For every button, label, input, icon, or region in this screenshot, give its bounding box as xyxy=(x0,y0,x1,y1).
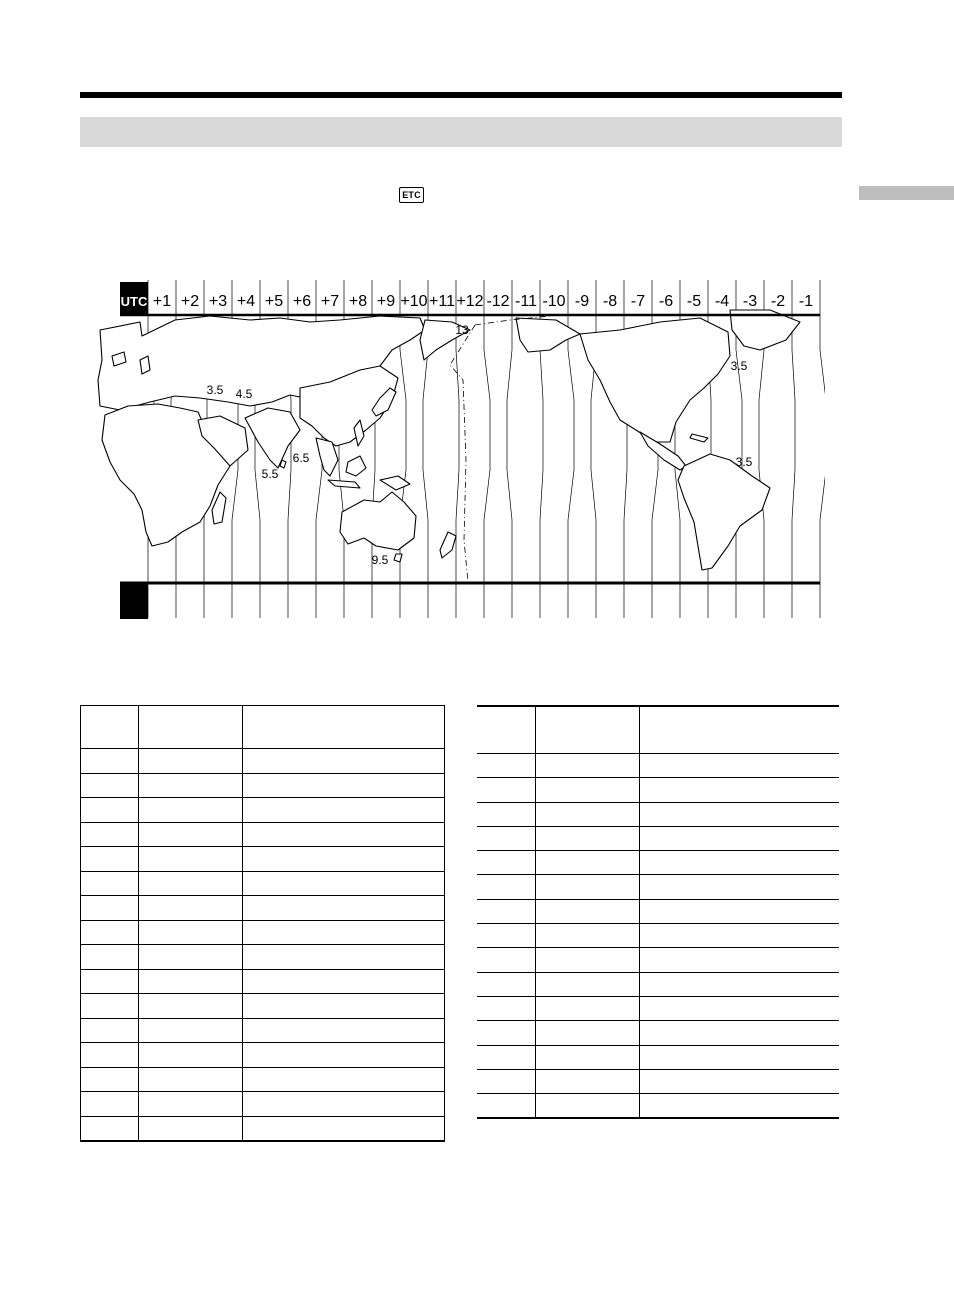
land-south-america xyxy=(678,454,770,570)
table-cell xyxy=(81,1116,139,1141)
table-cell xyxy=(639,851,839,875)
table-cell xyxy=(139,847,243,872)
table-row xyxy=(477,1045,839,1069)
zone-label: +3 xyxy=(208,293,228,310)
table-cell xyxy=(81,994,139,1019)
table-cell xyxy=(81,798,139,823)
land-uk xyxy=(140,356,150,374)
table-cell xyxy=(139,1067,243,1092)
table-row xyxy=(81,847,445,872)
zone-label: +7 xyxy=(320,293,340,310)
table-header-cell xyxy=(477,706,535,754)
zone-offset-annotation: 3.5 xyxy=(730,359,748,373)
table-cell xyxy=(477,826,535,850)
zone-label: +12 xyxy=(456,293,484,310)
table-cell xyxy=(639,754,839,778)
table-cell xyxy=(139,871,243,896)
table-cell xyxy=(535,948,639,972)
table-row xyxy=(477,875,839,899)
table-cell xyxy=(243,847,445,872)
table-cell xyxy=(81,871,139,896)
zone-offset-annotation: 4.5 xyxy=(235,387,253,401)
land-north-america xyxy=(580,318,730,442)
table-cell xyxy=(139,994,243,1019)
table-cell xyxy=(81,773,139,798)
table-cell xyxy=(243,1092,445,1117)
table-cell xyxy=(243,1067,445,1092)
table-cell xyxy=(535,1069,639,1093)
table-cell xyxy=(535,875,639,899)
table-cell xyxy=(81,1092,139,1117)
table-header-cell xyxy=(81,706,139,749)
table-cell xyxy=(477,1069,535,1093)
table-row xyxy=(81,1116,445,1141)
table-cell xyxy=(477,1045,535,1069)
zone-label: -11 xyxy=(515,293,537,310)
table-cell xyxy=(639,1069,839,1093)
zone-label: -3 xyxy=(742,293,758,310)
zone-boundary xyxy=(507,280,512,618)
land-tasmania xyxy=(394,554,402,562)
zone-label: -2 xyxy=(770,293,786,310)
table-cell xyxy=(139,1092,243,1117)
table-row xyxy=(81,871,445,896)
land-indonesia-2 xyxy=(346,456,366,476)
zone-label: -4 xyxy=(714,293,730,310)
zone-label: UTC xyxy=(120,294,148,309)
table-cell xyxy=(81,945,139,970)
table-cell xyxy=(477,948,535,972)
section-rule xyxy=(80,92,842,98)
zone-label: +10 xyxy=(400,293,428,310)
table-cell xyxy=(477,802,535,826)
table-cell xyxy=(639,972,839,996)
table-cell xyxy=(477,899,535,923)
utc-highlight-bottom xyxy=(120,583,148,619)
table-cell xyxy=(639,948,839,972)
etc-icon: ETC xyxy=(399,187,424,203)
table-cell xyxy=(81,749,139,774)
table-cell xyxy=(243,773,445,798)
table-cell xyxy=(243,896,445,921)
table-row xyxy=(81,1043,445,1068)
table-cell xyxy=(139,798,243,823)
zone-label: +11 xyxy=(429,293,455,310)
zone-boundary xyxy=(484,280,490,618)
table-cell xyxy=(81,822,139,847)
land-new-zealand xyxy=(440,532,456,558)
table-row xyxy=(81,969,445,994)
zone-boundary xyxy=(591,280,596,618)
zone-offset-annotation: 13 xyxy=(455,323,469,337)
section-heading-bar xyxy=(80,117,842,147)
table-cell xyxy=(243,994,445,1019)
table-cell xyxy=(243,749,445,774)
table-header-row xyxy=(81,706,445,749)
table-cell xyxy=(535,778,639,802)
table-cell xyxy=(477,972,535,996)
table-row xyxy=(81,1067,445,1092)
table-cell xyxy=(639,1045,839,1069)
table-row xyxy=(81,945,445,970)
table-cell xyxy=(139,920,243,945)
table-cell xyxy=(243,1043,445,1068)
table-header-cell xyxy=(639,706,839,754)
land-alaska xyxy=(516,318,580,352)
table-cell xyxy=(477,875,535,899)
table-row xyxy=(81,822,445,847)
table-row xyxy=(477,948,839,972)
table-row xyxy=(477,1069,839,1093)
table-row xyxy=(477,851,839,875)
time-zone-table-left xyxy=(80,705,445,1142)
table-row xyxy=(81,896,445,921)
table-cell xyxy=(639,1094,839,1119)
table-cell xyxy=(535,972,639,996)
table-header-cell xyxy=(139,706,243,749)
zone-offset-annotation: 6.5 xyxy=(292,451,310,465)
table-row xyxy=(81,1018,445,1043)
zone-offset-annotation: 3.5 xyxy=(206,383,224,397)
table-cell xyxy=(535,996,639,1020)
table-row xyxy=(477,996,839,1020)
land-madagascar xyxy=(212,492,226,524)
table-row xyxy=(81,798,445,823)
zone-boundary xyxy=(820,280,825,618)
land-indonesia-1 xyxy=(328,480,360,488)
table-cell xyxy=(639,778,839,802)
table-cell xyxy=(535,851,639,875)
table-cell xyxy=(639,826,839,850)
table-cell xyxy=(639,875,839,899)
zone-label: +5 xyxy=(264,293,284,310)
table-cell xyxy=(639,924,839,948)
zone-label: -1 xyxy=(798,293,814,310)
table-cell xyxy=(139,822,243,847)
zone-label: -10 xyxy=(542,293,566,310)
table-cell xyxy=(477,851,535,875)
zone-label: +2 xyxy=(180,293,200,310)
zone-label: -7 xyxy=(630,293,646,310)
table-cell xyxy=(477,1094,535,1119)
table-cell xyxy=(139,969,243,994)
table-cell xyxy=(639,996,839,1020)
zone-offset-annotation: 5.5 xyxy=(261,467,279,481)
world-time-zone-map xyxy=(80,270,825,622)
table-row xyxy=(477,899,839,923)
side-index-tab xyxy=(859,186,954,200)
zone-label: -8 xyxy=(602,293,618,310)
land-australia xyxy=(340,492,416,550)
table-cell xyxy=(243,969,445,994)
table-cell xyxy=(477,778,535,802)
table-row xyxy=(477,778,839,802)
zone-label: -6 xyxy=(658,293,674,310)
zone-label: +9 xyxy=(376,293,396,310)
table-cell xyxy=(477,1021,535,1045)
table-cell xyxy=(243,920,445,945)
table-row xyxy=(477,924,839,948)
table-cell xyxy=(535,924,639,948)
table-row xyxy=(477,754,839,778)
table-row xyxy=(477,972,839,996)
table-cell xyxy=(81,1018,139,1043)
table-cell xyxy=(535,1045,639,1069)
table-row xyxy=(81,920,445,945)
table-cell xyxy=(139,945,243,970)
table-cell xyxy=(81,847,139,872)
table-cell xyxy=(243,871,445,896)
table-cell xyxy=(139,896,243,921)
table-cell xyxy=(243,945,445,970)
zone-label: +1 xyxy=(152,293,172,310)
table-row xyxy=(477,1094,839,1119)
table-row xyxy=(477,1021,839,1045)
table-row xyxy=(81,749,445,774)
table-cell xyxy=(477,996,535,1020)
zone-label: +8 xyxy=(348,293,368,310)
table-cell xyxy=(477,754,535,778)
table-cell xyxy=(81,1043,139,1068)
table-cell xyxy=(243,822,445,847)
table-cell xyxy=(139,1043,243,1068)
zone-label: -9 xyxy=(574,293,590,310)
land-cuba xyxy=(690,434,708,442)
table-cell xyxy=(535,754,639,778)
zone-label: +4 xyxy=(236,293,256,310)
table-cell xyxy=(243,1116,445,1141)
table-cell xyxy=(639,802,839,826)
table-cell xyxy=(81,896,139,921)
table-cell xyxy=(81,920,139,945)
table-cell xyxy=(535,899,639,923)
table-cell xyxy=(535,802,639,826)
table-header-row xyxy=(477,706,839,754)
table-cell xyxy=(535,1094,639,1119)
table-cell xyxy=(639,1021,839,1045)
table-row xyxy=(477,802,839,826)
land-new-guinea xyxy=(380,476,410,490)
table-cell xyxy=(243,798,445,823)
table-cell xyxy=(139,1116,243,1141)
table-cell xyxy=(139,749,243,774)
zone-offset-annotation: 3.5 xyxy=(735,455,753,469)
zone-offset-annotation: 9.5 xyxy=(371,553,389,567)
table-cell xyxy=(639,899,839,923)
table-row xyxy=(81,1092,445,1117)
table-header-cell xyxy=(243,706,445,749)
table-cell xyxy=(139,1018,243,1043)
table-cell xyxy=(81,969,139,994)
table-cell xyxy=(139,773,243,798)
table-row xyxy=(81,773,445,798)
zone-label: +6 xyxy=(292,293,312,310)
table-cell xyxy=(243,1018,445,1043)
table-header-cell xyxy=(535,706,639,754)
table-cell xyxy=(535,826,639,850)
zone-label: -12 xyxy=(486,293,510,310)
table-cell xyxy=(477,924,535,948)
zone-label: -5 xyxy=(686,293,702,310)
table-cell xyxy=(81,1067,139,1092)
table-row xyxy=(477,826,839,850)
time-zone-table-right xyxy=(477,705,839,1119)
table-cell xyxy=(535,1021,639,1045)
table-row xyxy=(81,994,445,1019)
